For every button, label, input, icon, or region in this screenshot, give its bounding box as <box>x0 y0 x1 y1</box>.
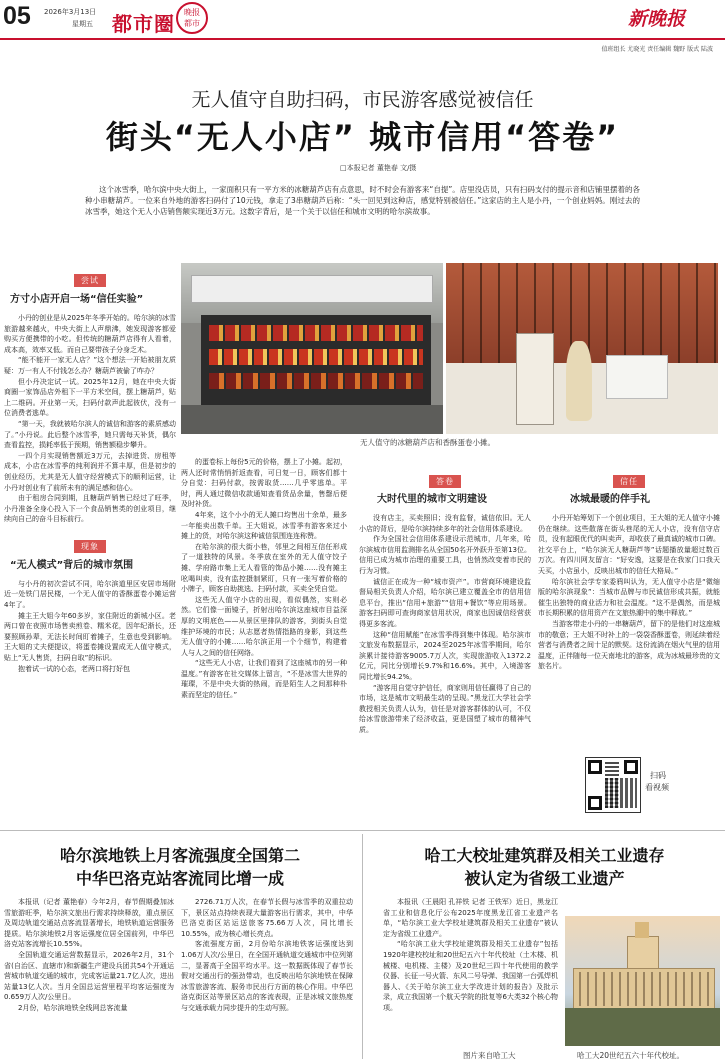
qr-label-scan: 扫码 <box>650 771 666 780</box>
column-3 <box>359 469 531 829</box>
column-1-paragraphs-b <box>4 579 176 674</box>
subhead-souvenir: 冰城最暖的伴手礼 <box>570 494 650 505</box>
column-2 <box>181 457 347 829</box>
column-3-paragraphs <box>359 513 531 735</box>
lead-intro-text: 这个冰雪季，哈尔滨中央大街上，一家面积只有一平方米的冰糖葫芦店有点意思，时不时会有游客来“自提”。店里没店员，只有扫码支付的提示音和店铺里摆着的各种小串糖葫芦。一位来自外地的游客扫码付了10元钱，拿走了3串糖葫芦后称：“头一回见到这种店，感觉特别被信任。”这家店的主人是小丹，一个创业妈妈。刚过去的冰雪季，她这个无人小店销售额实现近3万元。这数字背后，是一个关于以信任和城市文明的哈尔滨故事。 <box>85 185 640 216</box>
brand-logo: 新晚报 <box>628 8 686 30</box>
metro-paragraphs-a <box>4 897 174 1014</box>
paragraph: 与小丹的初次尝试不同，哈尔滨道里区安居市场附近一处铁门居民楼，一个无人值守的香酥蛋卷小摊运营4年了。 <box>4 579 176 610</box>
tag-phenomenon: 现象 <box>74 540 106 553</box>
column-1 <box>4 268 176 828</box>
paragraph: 作为全国社会信用体系建设示范城市，几年来，哈尔滨城市信用监测排名从全国50名开外跃升至第13位。信用已成为城市治理的重要工具，也悄然改变着市民的行为习惯。 <box>359 535 531 575</box>
heritage-column <box>383 897 558 1059</box>
video-qr-code[interactable] <box>585 757 641 813</box>
qr-label-video: 看视频 <box>645 783 669 792</box>
column-2-paragraphs <box>181 457 347 701</box>
masthead-rule <box>0 38 725 40</box>
paragraph: 没有店主，买卖照旧；没有监督，诚信依旧。无人小店的背后，是哈尔滨持续多年的社会信用体系建设。 <box>359 514 531 533</box>
column-4-paragraphs <box>538 513 720 672</box>
metro-column-a <box>4 897 174 1059</box>
issue-date: 2026年3月13日 <box>44 8 97 16</box>
paragraph: 哈尔滨社会学专家委鸦叫认为，无人值守小店是“微缩版的哈尔滨现象”：当城市品牌与市民诚信形成共振，就能催生出独特的商业活力和社会温度。“这不是偶然，而是城市长期积累的信用资产在文旅热潮中的集中释放。” <box>538 577 720 618</box>
masthead <box>0 0 725 53</box>
paragraph: 客流强度方面，2月份哈尔滨地铁客运强度达到1.06万人次/公里日，在全国开通轨道交通城市中位列第二，显著高于全国平均水平。这一数据既体现了春节长假对交通出行的强劲带动，也反映出哈尔滨地铁在保障冰雪旅游客流、服务市民出行方面的核心作用。中华巴洛克街区站等景区站点的客流表现，正是冰城文旅热度与交通承载力同步提升的生动写照。 <box>181 940 353 1012</box>
paragraph: 一四个月实现销售额近3万元，去掉进货、房租等成本，小店在冰雪季的纯利润并不算丰厚，但是初步的创业经历，尤其是无人值守经营模式下的顺利运营，让小丹对创业有了前所未有的满足感和信心。 <box>4 451 176 492</box>
paragraph: “哈尔滨工业大学校址建筑群及相关工业遗存”包括1920年建校校址和20世纪五六十年代校址（土木楼、机械楼、电机楼、主楼）及20世纪三四十年代使用的教学仪器、长征一号火箭、东风二号导弹、我国第一台弧焊机器人、《关于哈尔滨工业大学改进计划的报告》及批示录，成立我国第一个航天学院的批复等6大类32个核心物项。 <box>383 940 558 1012</box>
bottom-divider <box>0 830 725 831</box>
tag-try: 尝试 <box>74 274 106 287</box>
photo-credit: 图片来自哈工大 <box>463 1051 516 1060</box>
section-stamp-text: 晚报都市 <box>184 8 200 28</box>
tag-trust: 信任 <box>613 475 645 488</box>
paragraph: 小丹开始筹划下一个创业项目，王大姐的无人值守小摊仍在继续。这些散落在街头巷尾的无人小店，没有信守店员，没有起眼优代的叫卖声，却收获了最真诚的城市口碑。社交平台上，“哈尔滨无人糖葫芦等”话题播放量超过数百万次。有四川网友留言：“好安逸，这要是在我家门口我天天买，小店虽小，反映出城市的信任大格局。” <box>538 514 720 575</box>
photo-caption-shops: 无人值守的冰糖葫芦店和香酥蛋卷小摊。 <box>360 438 495 447</box>
subhead-city-atmosphere: “无人模式”背后的城市氛围 <box>10 559 134 571</box>
paragraph: 诚信正在成为一种“城市资产”。市营商环境建设监督局相关负责人介绍，哈尔滨已建立覆盖全市的信用信息平台，推出“信用+旅游”“信用+餐饮”等应用场景。游客扫码即可查询商家信用状况，商家也因诚信经营获得更多客流。 <box>359 577 531 628</box>
page-number: 05 <box>3 2 31 30</box>
tag-answer: 答卷 <box>429 475 461 488</box>
heritage-headline-2: 被认定为省级工业遗产 <box>464 869 625 888</box>
heritage-paragraphs <box>383 897 558 1014</box>
photo-hit-campus <box>565 916 720 1046</box>
paragraph: 摊主王大姐今年60多岁，家住附近的新城小区。老两口曾在夜照市场售卖煎卷、糯米花，因年纪渐长，还要照顾孙辈，无法长时间盯着摊子，生意也受到影响。王大姐的丈夫便提议，将蛋卷摊设置成无人值守模式，贴上“无人售货，扫码自取”的标识。 <box>4 611 176 663</box>
paragraph: 当游客带走小丹的一串糖葫芦，留下的是他们对这座城市的敬意；王大姐不时补上的一袋袋香酥蛋卷，则延续着经营者与消费者之间十足的默契。这份流淌在烟火气里的信用温度，正伴随每一位天南地北的游客，成为冰城最珍贵的文旅名片。 <box>538 619 720 671</box>
lead-kicker: 无人值守自助扫码，市民游客感觉被信任 <box>191 89 534 111</box>
paragraph: 的蛋卷标上每份5元的价格，摆上了小摊。起初，两人还时常悄悄折返查看，可日复一日，顾客们都十分自觉：扫码付款，按需取货……几乎零逃单。平时，两人通过微信收款通知查看货品余量，售罄后便及时补货。 <box>181 458 347 509</box>
paragraph: 这种“信用赋能”在冰雪季得到集中体现。哈尔滨市文旅发布数据显示，2024至2025年冰雪季期间，哈尔滨累计接待游客9005.7万人次，实现旅游收入1372.2亿元，同比分别增长9.7%和16.6%。其中，入境游客同比增长94.2%。 <box>359 630 531 681</box>
metro-headline-2: 中华巴洛克站客流同比增一成 <box>75 869 284 888</box>
paragraph: 全国轨道交通运营数据显示，2026年2月，31个省(自治区、直辖市)和新疆生产建设兵团共54个开通运营城市轨道交通的城市，完成客运量21.7亿人次，进出站量13亿人次。当月全国总运营里程平均客运强度为0.659万人次/公里日。 <box>4 950 174 1002</box>
photo-caption-campus: 哈工大20世纪五六十年代校址。 <box>577 1051 685 1060</box>
heritage-headline-1: 哈工大校址建筑群及相关工业遗存 <box>424 846 665 865</box>
paragraph: 本报讯（王晨阳 孔祥铁 记者 王铁军）近日，黑龙江省工业和信息化厅公布2025年度黑龙江省工业遗产名单，“哈尔滨工业大学校址建筑群及相关工业遗存”被认定为省级工业遗产。 <box>383 898 558 938</box>
paragraph: “这些无人小店，让我们看到了这座城市的另一种温度。”有游客在社交媒体上留言，“不是冰雪大世界的璀璨，不是中央大街的热闹，而是陌生人之间那种朴素而坚定的信任。” <box>181 659 347 700</box>
metro-paragraphs-b <box>181 897 353 1014</box>
lead-headline: 街头“无人小店” 城市信用“答卷” <box>105 118 620 156</box>
paragraph: “游客用自觉守护信任，商家则用信任赢得了自己的市场，这是城市文明最生动的呈现。”黑龙江大学社会学教授相关负责人认为，信任是对游客群体的认可，不仅给冰雪旅游带来了经济收益，更是国塑了城市的精神气质。 <box>359 683 531 734</box>
metro-column-b <box>181 897 353 1059</box>
lead-intro <box>85 184 640 244</box>
section-stamp <box>176 2 208 34</box>
lead-byline: □本报记者 董艳春 文/摄 <box>340 164 417 172</box>
paragraph: 本报讯（记者 董艳春）今年2月，春节假期叠加冰雪旅游旺季，哈尔滨文旅出行需求持续释放，重点景区及周边轨道交通站点客流显著增长，地铁轨道运营服务提质。哈尔滨地铁2月客运强度位居全国前列，中华巴洛克站客流增长10.55%。 <box>4 898 174 949</box>
paragraph: 这些无人值守小店的出现，看似偶然，实则必然。它们像一面镜子，折射出哈尔滨这座城市目益深厚的文明底色——从景区里排队的游客，到街头自觉维护环境的市民；从志愿者热情指路的身影，到这些无人值守的小摊……哈尔滨正用一个个细节，构建着人与人之间的信任网络。 <box>181 595 347 657</box>
paragraph: 由于租房合同到期，且糖葫芦销售已经过了旺季，小丹准备全身心投入下一个食品销售类的创业项目，继续向自己的奋斗目标前行。 <box>4 494 176 524</box>
paragraph: 2月份，哈尔滨地铁全线网总客流量 <box>18 1003 128 1012</box>
paragraph: “能不能开一家无人店？”这个想法一开始被朋友质疑：万一有人不付钱怎么办？糖葫芦被偷了咋办？ <box>4 356 176 375</box>
paragraph: 2726.71万人次，在春节长假与冰雪季的双重拉动下，景区站点持续表现大量游客出行需求，其中，中华巴洛克街区站运送旅客75.66万人次，同比增长10.55%，成为核心增长亮点。 <box>181 898 353 938</box>
bottom-vertical-divider <box>362 834 363 1059</box>
photo-candied-haws-shop <box>181 263 443 434</box>
metro-headline-1: 哈尔滨地铁上月客流强度全国第二 <box>59 846 300 865</box>
paragraph: 4年来，这个小小的无人摊口均售出十余单，最多一年能卖出数千单。王大姐说，冰雪季有游客来过小摊上的货，对哈尔滨这种诚信氛围连连称赞。 <box>181 510 347 541</box>
subhead-trust-experiment: 方寸小店开启一场“信任实验” <box>10 294 144 305</box>
editor-credits: 值班组长 尤晓光 责任编辑 魏野 版式 陆波 <box>601 46 713 53</box>
column-1-paragraphs-a <box>4 313 176 525</box>
paragraph: 但小丹决定试一试。2025年12月，她在中央大街商圈一家饰品店外租下一平方米空间，摆上糖葫芦，贴上二维码。开业第一天，扫码付款声此起彼伏，没有一位消费者逃单。 <box>4 377 176 418</box>
paragraph: 在哈尔滨的很大街小巷，邻里之间相互信任形成了一道独特的风景。冬季放在室外的无人值守饺子摊、学府路市集上无人看管的饰品小摊……没有摊主吆喝叫卖，没有监控摄制紧盯，只有一张写着价格的小牌子，顾客自助挑选、扫码付款，买卖全凭自觉。 <box>181 542 347 594</box>
issue-weekday: 星期五 <box>72 20 93 28</box>
section-name: 都市圈 <box>112 12 175 36</box>
paragraph: 小丹的创业是从2025年冬季开始的。哈尔滨的冰雪旅游越来越火，中央大街上人声鼎沸，她发现游客都爱购买方便携带的小吃。但传统的糖葫芦店得有人看着，成本高，效率又低。而自己要带孩子分身乏术。 <box>4 314 176 354</box>
subhead-civilization: 大时代里的城市文明建设 <box>377 494 487 505</box>
paragraph: “第一天，我就被哈尔滨人的诚信和游客的素质感动了。”小丹说。此后整个冰雪季，她只需每天补货，偶尔查看监控，损耗率低于预期，销售额稳步攀升。 <box>4 419 176 450</box>
photo-egg-roll-stall <box>446 263 718 434</box>
paragraph: 抱着试一试的心态，老两口将打好包 <box>18 664 130 673</box>
